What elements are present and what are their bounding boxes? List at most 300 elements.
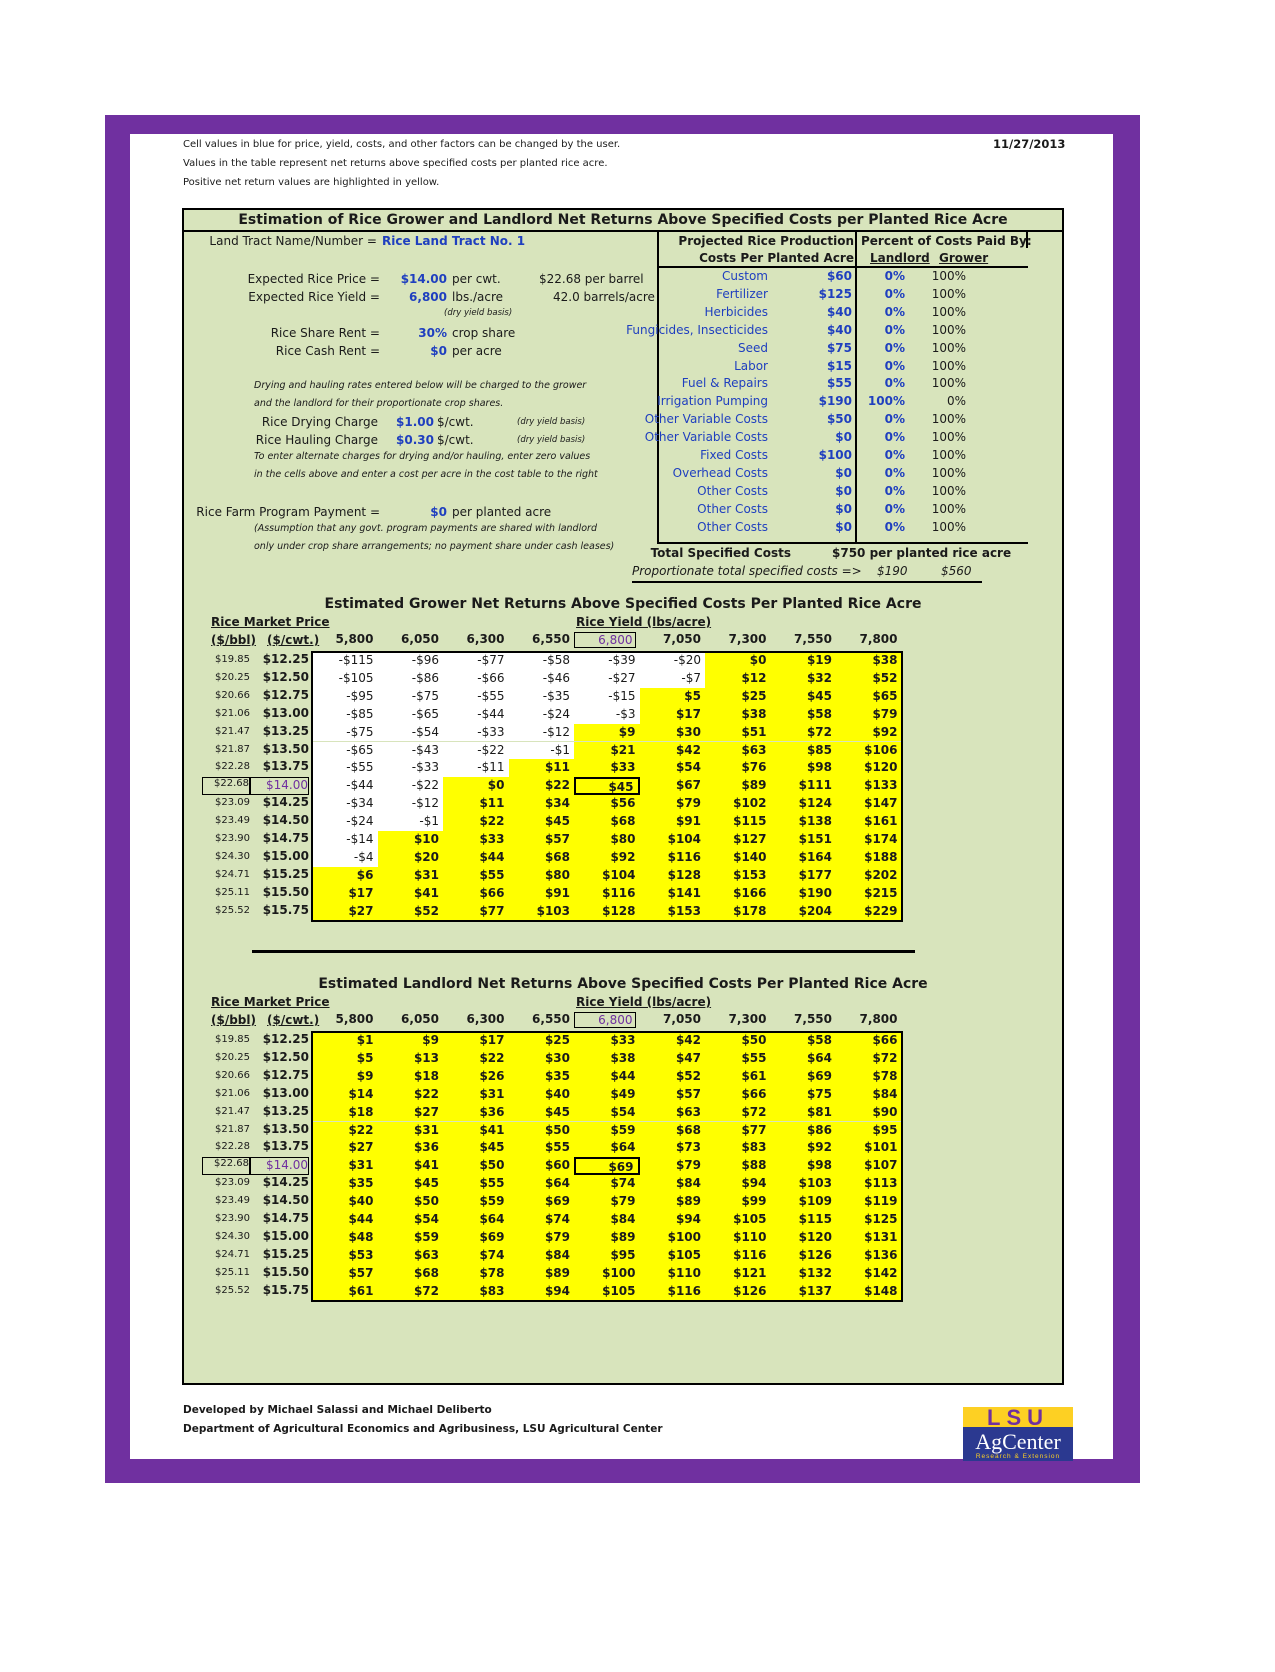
landlord-price-cwt: $15.00 — [262, 1228, 309, 1243]
grower-return-cell: $54 — [640, 759, 706, 777]
landlord-price-cwt: $13.50 — [262, 1121, 309, 1136]
grower-return-cell: $52 — [378, 903, 444, 921]
landlord-return-cell: $68 — [378, 1265, 444, 1283]
landlord-return-cell: $95 — [836, 1122, 902, 1140]
grower-return-cell: $153 — [705, 867, 771, 885]
cost-item-name[interactable]: Fixed Costs — [700, 448, 768, 462]
grower-return-cell: $174 — [836, 831, 902, 849]
grower-return-cell: -$55 — [312, 759, 378, 777]
landlord-return-cell: $72 — [836, 1050, 902, 1068]
cost-item-value[interactable]: $0 — [835, 483, 852, 498]
landlord-return-cell: $26 — [443, 1068, 509, 1086]
footer-department: Department of Agricultural Economics and Agribusiness, LSU Agricultural Center — [183, 1423, 663, 1435]
landlord-return-cell: $1 — [312, 1032, 378, 1050]
landlord-return-cell: $64 — [574, 1139, 640, 1157]
grower-return-cell: $38 — [836, 652, 902, 670]
grower-return-cell: -$33 — [443, 724, 509, 742]
grower-return-cell: -$44 — [443, 706, 509, 724]
grower-return-cell: -$65 — [312, 742, 378, 760]
cost-item-name[interactable]: Irrigation Pumping — [657, 394, 768, 409]
landlord-return-cell: $66 — [836, 1032, 902, 1050]
landlord-return-cell: $79 — [509, 1229, 575, 1247]
grower-return-cell: $38 — [705, 706, 771, 724]
landlord-price-bbl: $22.28 — [215, 1141, 250, 1153]
grower-return-cell: $22 — [443, 813, 509, 831]
landlord-return-cell: $36 — [378, 1139, 444, 1157]
proportionate-landlord: $190 — [877, 564, 908, 578]
landlord-return-cell: $59 — [443, 1193, 509, 1211]
landlord-return-cell: $125 — [836, 1211, 902, 1229]
grower-price-cwt: $12.75 — [262, 687, 309, 702]
landlord-return-cell: $69 — [443, 1229, 509, 1247]
landlord-price-cwt: $14.25 — [262, 1175, 309, 1190]
grower-return-cell: $17 — [312, 885, 378, 903]
cost-item-landlord-pct[interactable]: 0% — [884, 322, 905, 337]
landlord-price-bbl: $23.49 — [215, 1195, 250, 1207]
cost-item-grower-pct: 100% — [931, 269, 966, 283]
landlord-return-cell: $89 — [640, 1193, 706, 1211]
grower-return-cell: -$115 — [312, 652, 378, 670]
landlord-return-cell: $31 — [312, 1157, 378, 1175]
landlord-price-cwt: $15.50 — [262, 1264, 309, 1279]
landlord-yield-header: 7,800 — [859, 1012, 898, 1026]
grower-return-cell: $120 — [836, 759, 902, 777]
tract-input[interactable]: Rice Land Tract No. 1 — [382, 234, 526, 248]
cost-item-value[interactable]: $0 — [835, 501, 852, 516]
grower-price-bbl: $22.68 — [202, 777, 250, 795]
grower-price-cwt: $14.00 — [250, 777, 309, 795]
landlord-return-cell: $83 — [705, 1139, 771, 1157]
landlord-return-cell: $142 — [836, 1265, 902, 1283]
grower-return-cell: $20 — [378, 849, 444, 867]
grower-price-cwt: $14.75 — [262, 831, 309, 845]
landlord-return-cell: $44 — [574, 1068, 640, 1086]
grower-return-cell: -$24 — [509, 706, 575, 724]
user-note-1: Cell values in blue for price, yield, costs, and other factors can be changed by the user. — [183, 139, 621, 150]
landlord-return-cell: $55 — [705, 1050, 771, 1068]
landlord-return-cell: $148 — [836, 1283, 902, 1301]
grower-return-cell: $133 — [836, 777, 902, 795]
landlord-return-cell: $40 — [509, 1086, 575, 1104]
worksheet — [130, 134, 1113, 1459]
price-input[interactable]: $14.00 — [400, 272, 447, 286]
cost-item-landlord-pct[interactable]: 0% — [884, 430, 905, 445]
grower-yield-header: 6,550 — [532, 632, 570, 646]
landlord-return-cell: $116 — [705, 1247, 771, 1265]
alt-charge-note-2: in the cells above and enter a cost per acre in the cost table to the right — [254, 469, 598, 480]
grower-return-cell: -$75 — [312, 724, 378, 742]
cost-head-divider — [657, 266, 1028, 268]
landlord-return-cell: $60 — [509, 1157, 575, 1175]
cost-item-value[interactable]: $190 — [818, 394, 852, 409]
landlord-price-bbl: $25.52 — [215, 1284, 250, 1296]
grower-price-bbl: $23.09 — [215, 797, 250, 809]
landlord-price-bbl: $23.90 — [215, 1213, 250, 1224]
landlord-return-cell: $69 — [574, 1157, 640, 1175]
grower-return-cell: $138 — [771, 813, 837, 831]
grower-return-cell: $164 — [771, 849, 837, 867]
grower-yield-header: 6,300 — [466, 632, 505, 646]
grower-return-cell: -$20 — [640, 652, 706, 670]
grower-return-cell: -$77 — [443, 652, 509, 670]
landlord-return-cell: $53 — [312, 1247, 378, 1265]
grower-return-cell: $116 — [640, 849, 706, 867]
landlord-return-cell: $31 — [378, 1122, 444, 1140]
grower-return-cell: $153 — [640, 903, 706, 921]
landlord-return-cell: $13 — [378, 1050, 444, 1068]
landlord-price-bbl: $24.71 — [215, 1248, 250, 1260]
landlord-return-cell: $100 — [640, 1229, 706, 1247]
grower-return-cell: $147 — [836, 795, 902, 813]
cost-item-landlord-pct[interactable]: 0% — [884, 483, 905, 498]
grower-return-cell: -$44 — [312, 777, 378, 795]
grower-return-cell: $92 — [574, 849, 640, 867]
cost-item-name[interactable]: Other Variable Costs — [644, 412, 768, 427]
landlord-return-cell: $40 — [312, 1193, 378, 1211]
cost-item-name[interactable]: Other Variable Costs — [644, 430, 768, 445]
grower-return-cell: -$11 — [443, 759, 509, 777]
grower-return-cell: $124 — [771, 795, 837, 813]
grower-price-bbl: $24.30 — [215, 850, 250, 862]
grower-return-cell: -$75 — [378, 688, 444, 706]
landlord-return-cell: $105 — [574, 1283, 640, 1301]
landlord-return-cell: $48 — [312, 1229, 378, 1247]
landlord-return-cell: $126 — [705, 1283, 771, 1301]
grower-return-cell: -$46 — [509, 670, 575, 688]
landlord-return-cell: $45 — [443, 1139, 509, 1157]
hauling-basis: (dry yield basis) — [517, 435, 586, 445]
landlord-yield-header: 7,550 — [794, 1012, 832, 1026]
landlord-return-cell: $50 — [509, 1122, 575, 1140]
landlord-return-cell: $63 — [640, 1104, 706, 1122]
grower-return-cell: $58 — [771, 706, 837, 724]
landlord-return-cell: $83 — [443, 1283, 509, 1301]
grower-return-cell: $45 — [771, 688, 837, 706]
landlord-return-cell: $68 — [640, 1122, 706, 1140]
landlord-return-cell: $75 — [771, 1086, 837, 1104]
grower-return-cell: $34 — [509, 795, 575, 813]
input-section-title: Estimation of Rice Grower and Landlord Net Returns Above Specified Costs per Planted Rice Acre — [238, 212, 1008, 228]
landlord-return-cell: $103 — [771, 1175, 837, 1193]
grower-return-cell: $106 — [836, 742, 902, 760]
cost-item-landlord-pct[interactable]: 0% — [884, 519, 905, 534]
grower-return-cell: -$27 — [574, 670, 640, 688]
grower-return-cell: $102 — [705, 795, 771, 813]
landlord-return-cell: $61 — [312, 1283, 378, 1301]
cost-item-landlord-pct[interactable]: 0% — [884, 269, 905, 283]
grower-yield-header: 7,800 — [859, 632, 898, 646]
landlord-return-cell: $84 — [509, 1247, 575, 1265]
landlord-return-cell: $100 — [574, 1265, 640, 1283]
grower-return-cell: $5 — [640, 688, 706, 706]
cost-item-value[interactable]: $40 — [826, 304, 852, 319]
cost-item-value[interactable]: $55 — [826, 376, 852, 391]
landlord-return-cell: $30 — [509, 1050, 575, 1068]
cost-item-name[interactable]: Custom — [722, 269, 768, 283]
grower-return-cell: $10 — [378, 831, 444, 849]
grower-return-cell: $33 — [574, 759, 640, 777]
cost-item-name[interactable]: Other Costs — [697, 501, 768, 516]
grower-return-cell: $204 — [771, 903, 837, 921]
landlord-return-cell: $31 — [443, 1086, 509, 1104]
cost-item-name[interactable]: Seed — [738, 340, 768, 355]
landlord-price-cwt: $15.75 — [262, 1282, 309, 1297]
grower-price-cwt: $15.75 — [262, 902, 309, 917]
grower-return-cell: $202 — [836, 867, 902, 885]
grower-return-cell: $115 — [705, 813, 771, 831]
landlord-return-cell: $88 — [705, 1157, 771, 1175]
cost-item-value[interactable]: $0 — [835, 430, 852, 445]
landlord-return-cell: $115 — [771, 1211, 837, 1229]
grower-return-cell: $77 — [443, 903, 509, 921]
landlord-price-bbl: $20.66 — [215, 1069, 250, 1081]
landlord-return-cell: $81 — [771, 1104, 837, 1122]
cost-item-landlord-pct[interactable]: 100% — [867, 394, 905, 409]
grower-price-bbl: $23.90 — [215, 833, 250, 844]
cost-item-landlord-pct[interactable]: 0% — [884, 304, 905, 319]
grower-return-cell: -$7 — [640, 670, 706, 688]
grower-return-cell: $11 — [509, 759, 575, 777]
grower-return-cell: -$35 — [509, 688, 575, 706]
landlord-price-bbl: $22.68 — [202, 1157, 250, 1175]
cost-item-value[interactable]: $75 — [826, 340, 852, 355]
landlord-return-cell: $14 — [312, 1086, 378, 1104]
grower-return-cell: $72 — [771, 724, 837, 742]
grower-return-cell: -$65 — [378, 706, 444, 724]
landlord-return-cell: $110 — [705, 1229, 771, 1247]
cost-item-value[interactable]: $40 — [826, 322, 852, 337]
calculator-panel — [182, 208, 1064, 1385]
grower-return-cell: $151 — [771, 831, 837, 849]
grower-return-cell: $0 — [705, 652, 771, 670]
landlord-return-cell: $79 — [574, 1193, 640, 1211]
program-payment-unit: per planted acre — [452, 505, 552, 519]
cost-item-value[interactable]: $60 — [826, 269, 852, 283]
landlord-return-cell: $84 — [574, 1211, 640, 1229]
cost-item-value[interactable]: $0 — [835, 519, 852, 534]
landlord-price-bbl: $21.06 — [215, 1087, 250, 1099]
grower-price-bbl: $23.49 — [215, 815, 250, 827]
user-note-2: Values in the table represent net returns above specified costs per planted rice acre. — [183, 158, 608, 169]
program-payment-input[interactable]: $0 — [430, 505, 447, 519]
grower-return-cell: $30 — [640, 724, 706, 742]
cost-item-value[interactable]: $15 — [826, 358, 852, 373]
cost-item-grower-pct: 100% — [931, 412, 966, 427]
landlord-return-cell: $78 — [836, 1068, 902, 1086]
cost-head-2: Costs Per Planted Acre — [699, 251, 854, 265]
cost-item-name[interactable]: Other Costs — [697, 483, 768, 498]
grower-price-bbl: $22.28 — [215, 761, 250, 773]
grower-return-cell: $85 — [771, 742, 837, 760]
grower-return-cell: $27 — [312, 903, 378, 921]
grower-return-cell: $161 — [836, 813, 902, 831]
grower-return-cell: $103 — [509, 903, 575, 921]
landlord-price-cwt: $14.50 — [262, 1193, 309, 1208]
grower-return-cell: -$86 — [378, 670, 444, 688]
cost-item-value[interactable]: $100 — [818, 448, 852, 462]
grower-price-bbl: $21.87 — [215, 743, 250, 755]
grower-return-cell: $79 — [640, 795, 706, 813]
cost-item-landlord-pct[interactable]: 0% — [884, 465, 905, 480]
grower-yield-head: Rice Yield (lbs/acre) — [576, 615, 712, 629]
svg-text:Research & Extension: Research & Extension — [975, 1453, 1061, 1460]
landlord-price-cwt: $12.75 — [262, 1067, 309, 1082]
cost-item-value[interactable]: $50 — [826, 412, 852, 427]
grower-return-cell: -$66 — [443, 670, 509, 688]
grower-bbl-head: ($/bbl) — [211, 633, 256, 647]
cost-item-name[interactable]: Herbicides — [704, 304, 768, 319]
landlord-price-cwt: $12.25 — [262, 1032, 309, 1046]
grower-return-cell: $56 — [574, 795, 640, 813]
landlord-return-cell: $74 — [443, 1247, 509, 1265]
yield-input[interactable]: 6,800 — [409, 290, 447, 304]
landlord-return-cell: $69 — [509, 1193, 575, 1211]
landlord-return-cell: $77 — [705, 1122, 771, 1140]
cost-item-name[interactable]: Fertilizer — [716, 286, 768, 301]
drying-input[interactable]: $1.00 — [396, 415, 434, 429]
grower-return-cell: $116 — [574, 885, 640, 903]
drying-basis: (dry yield basis) — [517, 417, 586, 427]
landlord-return-cell: $101 — [836, 1139, 902, 1157]
grower-yield-header: 5,800 — [335, 632, 374, 646]
grower-return-cell: $65 — [836, 688, 902, 706]
grower-return-cell: -$39 — [574, 652, 640, 670]
grower-price-cwt: $14.50 — [262, 813, 309, 828]
proportionate-costs-label: Proportionate total specified costs => — [632, 564, 862, 578]
grower-yield-header: 6,800 — [574, 632, 636, 648]
share-rent-unit: crop share — [452, 326, 516, 340]
landlord-return-cell: $22 — [443, 1050, 509, 1068]
landlord-return-cell: $22 — [378, 1086, 444, 1104]
grower-return-cell: -$15 — [574, 688, 640, 706]
grower-return-cell: $76 — [705, 759, 771, 777]
landlord-return-cell: $50 — [705, 1032, 771, 1050]
cost-item-landlord-pct[interactable]: 0% — [884, 340, 905, 355]
grower-price-cwt: $15.25 — [262, 866, 309, 881]
grower-return-cell: -$55 — [443, 688, 509, 706]
landlord-return-cell: $94 — [705, 1175, 771, 1193]
landlord-return-cell: $94 — [509, 1283, 575, 1301]
grower-market-price-head: Rice Market Price — [211, 615, 330, 629]
grower-return-cell: -$14 — [312, 831, 378, 849]
landlord-market-price-head: Rice Market Price — [211, 995, 330, 1009]
grower-return-cell: $140 — [705, 849, 771, 867]
landlord-return-cell: $55 — [509, 1139, 575, 1157]
cost-item-grower-pct: 100% — [931, 501, 966, 516]
cash-rent-input[interactable]: $0 — [430, 344, 447, 358]
grower-price-bbl: $20.66 — [215, 689, 250, 701]
landlord-return-cell: $25 — [509, 1032, 575, 1050]
landlord-return-cell: $90 — [836, 1104, 902, 1122]
pct-head: Percent of Costs Paid By: — [861, 234, 1032, 248]
cost-item-value[interactable]: $0 — [835, 465, 852, 480]
landlord-return-cell: $105 — [640, 1247, 706, 1265]
cost-item-landlord-pct[interactable]: 0% — [884, 501, 905, 516]
cost-item-grower-pct: 100% — [931, 448, 966, 462]
grower-return-cell: -$43 — [378, 742, 444, 760]
share-rent-input[interactable]: 30% — [418, 326, 447, 340]
grower-price-bbl: $25.52 — [215, 904, 250, 916]
landlord-return-cell: $9 — [378, 1032, 444, 1050]
drying-label: Rice Drying Charge — [261, 415, 378, 429]
cost-item-landlord-pct[interactable]: 0% — [884, 358, 905, 373]
grower-return-cell: $104 — [640, 831, 706, 849]
landlord-price-bbl: $25.11 — [215, 1266, 250, 1278]
grower-return-cell: $68 — [574, 813, 640, 831]
cost-item-landlord-pct[interactable]: 0% — [884, 376, 905, 391]
landlord-price-cwt: $14.75 — [262, 1211, 309, 1225]
cost-item-name[interactable]: Fuel & Repairs — [681, 376, 768, 391]
grower-return-cell: $9 — [574, 724, 640, 742]
proportionate-grower: $560 — [941, 564, 972, 578]
hauling-input[interactable]: $0.30 — [396, 433, 434, 447]
grower-yield-header: 7,550 — [794, 632, 832, 646]
total-costs-value: $750 per planted rice acre — [832, 546, 1012, 560]
landlord-return-cell: $92 — [771, 1139, 837, 1157]
landlord-return-cell: $35 — [312, 1175, 378, 1193]
price-per-barrel: $22.68 per barrel — [539, 272, 644, 286]
grower-return-cell: -$85 — [312, 706, 378, 724]
cost-head-1: Projected Rice Production — [678, 234, 854, 248]
landlord-return-cell: $120 — [771, 1229, 837, 1247]
cost-total-divider — [657, 542, 1028, 544]
grower-price-cwt: $12.25 — [262, 652, 309, 666]
grower-return-cell: $190 — [771, 885, 837, 903]
landlord-return-cell: $79 — [640, 1157, 706, 1175]
yield-unit: lbs./acre — [452, 290, 504, 304]
landlord-return-cell: $99 — [705, 1193, 771, 1211]
landlord-yield-header: 6,550 — [532, 1012, 570, 1026]
cost-item-name[interactable]: Overhead Costs — [672, 465, 768, 480]
landlord-return-cell: $121 — [705, 1265, 771, 1283]
cost-item-name[interactable]: Labor — [734, 358, 768, 373]
grower-return-cell: $31 — [378, 867, 444, 885]
grower-return-cell: $98 — [771, 759, 837, 777]
landlord-return-cell: $107 — [836, 1157, 902, 1175]
landlord-return-cell: $105 — [705, 1211, 771, 1229]
landlord-return-cell: $33 — [574, 1032, 640, 1050]
grower-price-bbl: $21.06 — [215, 707, 250, 719]
grower-return-cell: $33 — [443, 831, 509, 849]
cost-item-landlord-pct[interactable]: 0% — [884, 448, 905, 462]
cost-item-name[interactable]: Fungicides, Insecticides — [626, 322, 768, 337]
lsu-agcenter-logo — [963, 1407, 1073, 1461]
landlord-return-cell: $137 — [771, 1283, 837, 1301]
grower-return-cell: $12 — [705, 670, 771, 688]
grower-return-cell: -$4 — [312, 849, 378, 867]
cost-item-landlord-pct[interactable]: 0% — [884, 286, 905, 301]
landlord-return-cell: $86 — [771, 1122, 837, 1140]
grower-return-cell: $67 — [640, 777, 706, 795]
grower-yield-header: 7,050 — [663, 632, 701, 646]
table-separator — [252, 950, 915, 953]
grower-return-cell: -$12 — [509, 724, 575, 742]
cost-item-name[interactable]: Other Costs — [697, 519, 768, 534]
landlord-return-cell: $58 — [771, 1032, 837, 1050]
cost-item-grower-pct: 100% — [931, 519, 966, 534]
grower-return-cell: -$58 — [509, 652, 575, 670]
cost-item-grower-pct: 100% — [931, 304, 966, 319]
landlord-return-cell: $38 — [574, 1050, 640, 1068]
cost-item-landlord-pct[interactable]: 0% — [884, 412, 905, 427]
share-rent-label: Rice Share Rent = — [270, 326, 380, 340]
drying-note-1: Drying and hauling rates entered below will be charged to the grower — [254, 380, 587, 391]
grower-return-cell: -$54 — [378, 724, 444, 742]
landlord-return-cell: $45 — [378, 1175, 444, 1193]
grower-return-cell: $215 — [836, 885, 902, 903]
cost-item-value[interactable]: $125 — [818, 286, 852, 301]
yield-label: Expected Rice Yield = — [248, 290, 380, 304]
